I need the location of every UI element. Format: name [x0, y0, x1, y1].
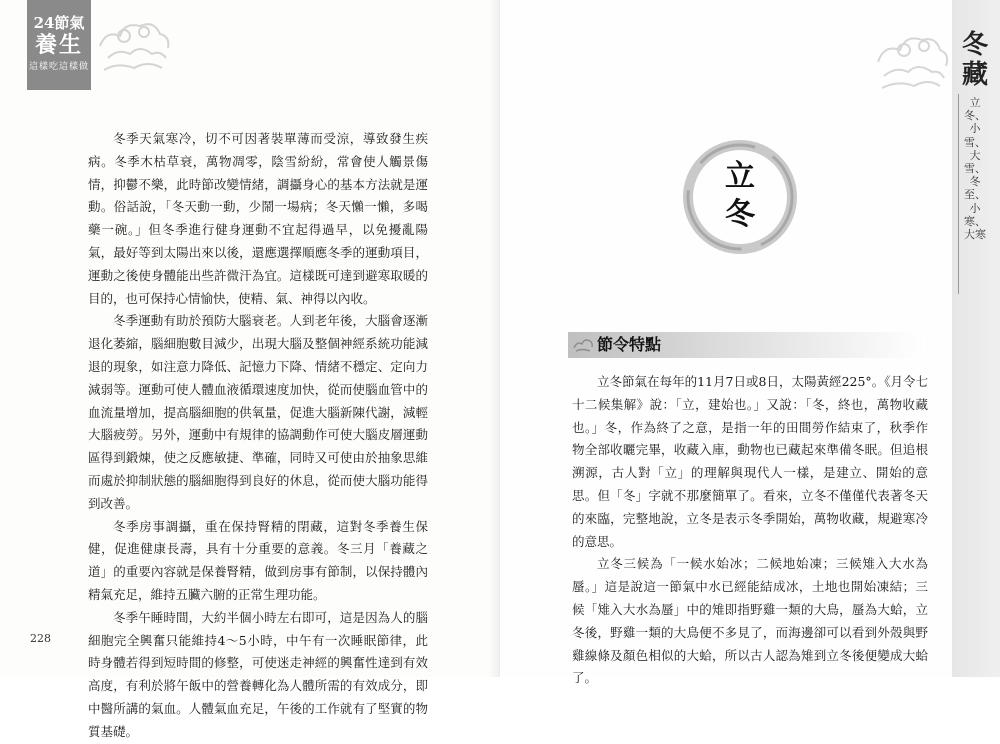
paragraph: 立冬節氣在每年的11月7日或8日，太陽黃經225°。《月令七十二候集解》說：「立，建始也。」又說：「冬，終也，萬物收藏也。」冬，作為終了之意，是指一年的田間勞作結束了，秋季作物全部收曬完畢，收藏入庫，動物也已藏起來準備冬眠。但追根溯源，古人對「立」的理解與現代人一樣，是建立、開始的意思。但「冬」字就不那麼簡單了。看來，立冬不僅僅代表著冬天的來臨，完整地說，立冬是表示冬季開始，萬物收藏，規避寒冷的意思。 — [572, 374, 928, 549]
paragraph: 立冬三候為「一候水始冰；二候地始凍；三候雉入大水為蜃。」這是說這一節氣中水已經能結成冰，土地也開始凍結；三候「雉入大水為蜃」中的雉即指野雞一類的大鳥，蜃為大蛤，立冬後，野雞一類的大鳥便不多見了，而海邊卻可以看到外殼與野雞線條及顏色相似的大蛤，所以古人認為雉到立冬後便變成大蛤了。 — [572, 556, 928, 686]
left-body-text — [88, 128, 428, 744]
section-title: 節令特點 — [597, 335, 662, 354]
logo-subtitle: 這樣吃這樣做 — [28, 62, 89, 72]
cloud-ornament-left-icon — [94, 6, 174, 82]
logo-main-text: 養生 — [34, 32, 83, 58]
paragraph: 冬季運動有助於預防大腦衰老。人到老年後，大腦會逐漸退化萎縮，腦細胞數目減少，出現大腦及整個神經系統功能減退的現象，如注意力降低、記憶力下降、情緒不穩定、定向力減弱等。運動可使人體血液循環速度加快，從而使腦血管中的血流量增加，提高腦細胞的供氧量，促進大腦新陳代謝，減輕大腦疲勞。另外，運動中有規律的協調動作可使大腦皮層運動區得到鍛煉，使之反應敏捷、準確，同時又可使由於抽象思維而處於抑制狀態的腦細胞得到良好的休息，從而使大腦功能得到改善。 — [88, 313, 428, 511]
cloud-ornament-right-icon — [870, 18, 952, 98]
paragraph: 冬季天氣寒冷，切不可因著裝單薄而受涼，導致發生疾病。冬季木枯草衰，萬物凋零，陰雪紛紛，常會使人觸景傷情，抑鬱不樂，此時節改變情緒，調攝身心的基本方法就是運動。俗話說，「冬天動一動，少鬧一場病；冬天懶一懶，多喝藥一碗。」但冬季進行健身運動不宜起得過早，以免擾亂陽氣，最好等到太陽出來以後，還應選擇順應冬季的運動項目，運動之後使身體能出些許微汗為宜。這樣既可達到避寒取暖的目的，也可保持心情愉快，使精、氣、神得以內收。 — [88, 131, 428, 306]
right-body-text — [572, 371, 928, 690]
title-char-1: 立 — [725, 159, 755, 194]
chapter-title: 冬藏 — [961, 30, 988, 90]
page-number-left: 228 — [30, 632, 51, 645]
book-logo — [27, 0, 91, 90]
paragraph: 冬季房事調攝，重在保持腎精的閉藏，這對冬季養生保健，促進健康長壽，具有十分重要的意義。冬三月「養藏之道」的重要內容就是保養腎精，做到房事有節制，以保持體內精氣充足，維持五臟六腑的正常生理功能。 — [88, 518, 428, 602]
title-char-2: 冬 — [725, 197, 755, 232]
section-cloud-icon — [572, 336, 594, 354]
solar-term-title — [708, 158, 772, 234]
logo-top-text: 24節氣 — [33, 14, 85, 32]
left-page — [0, 0, 500, 739]
tab-divider — [958, 94, 959, 294]
paragraph: 冬季午睡時間，大約半個小時左右即可，這是因為人的腦細胞完全興奮只能維持4～5小時，中午有一次睡眠節律，此時身體若得到短時間的修整，可使迷走神經的興奮性達到有效高度，有利於將午飯中的營養轉化為人體所需的有效成分，即中醫所講的氣血。人體氣血充足，午後的工作就有了堅實的物質基礎。 — [88, 609, 428, 739]
chapter-subtitle: 立冬、小雪、大雪、冬至、小寒、大寒 — [964, 96, 986, 242]
